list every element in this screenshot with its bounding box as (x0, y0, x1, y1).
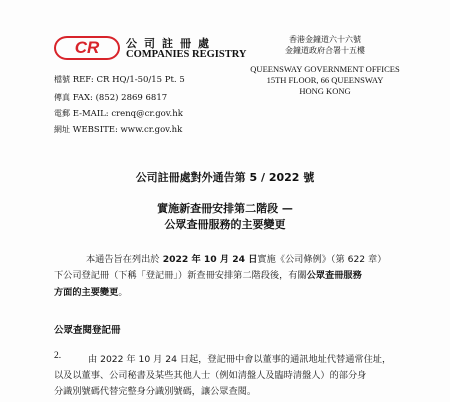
p1-line3-end: 。 (118, 287, 128, 298)
ref-label-zh: 檔號 (54, 75, 70, 84)
org-name-en: COMPANIES REGISTRY (126, 49, 247, 60)
paragraph1-line3 (54, 284, 128, 298)
notice-title: 公司註冊處對外通告第 5 / 2022 號 (135, 171, 315, 184)
web-label-zh: 網址 (54, 125, 70, 134)
p1-line2-part1: 下公司登記冊（下稱「登記冊」）新查冊安排第二階段後，有關 (54, 270, 307, 281)
email-label-zh: 電郵 (54, 109, 70, 118)
ref-value: REF: CR HQ/1-50/15 Pt. 5 (72, 75, 185, 85)
paragraph2-number: 2. (54, 351, 62, 361)
paragraph2-line2: 以及以董事、公司秘書及某些其他人士（例如清盤人及臨時清盤人）的部分身 (54, 370, 367, 381)
contact-website (54, 124, 182, 135)
address-zh-line2: 金鐘道政府合署十五樓 (285, 46, 365, 55)
logo-text: CR (74, 38, 100, 57)
p1-line1-part2: 實施《公司條例》（第 622 章） (257, 254, 387, 265)
p1-line2-bold: 公眾查冊服務 (306, 270, 362, 281)
address-en-line2: 15TH FLOOR, 66 QUEENSWAY (266, 75, 384, 85)
cr-logo (54, 36, 120, 60)
paragraph1-line2 (54, 267, 362, 281)
paragraph2-line1: 由 2022 年 10 月 24 日起，登記冊中會以董事的通訊地址代替通常住址， (88, 354, 392, 365)
fax-value: FAX: (852) 2869 6817 (72, 93, 168, 103)
fax-label-zh: 傳真 (54, 93, 70, 102)
notice-subtitle-line1: 實施新查冊安排第二階段 — (157, 202, 293, 215)
contact-ref (54, 74, 185, 85)
section-heading: 公眾查閱登記冊 (54, 325, 121, 336)
contact-email (54, 108, 183, 119)
p1-line1-date: 2022 年 10 月 24 日 (159, 254, 258, 265)
email-value: E-MAIL: crenq@cr.gov.hk (72, 109, 183, 119)
paragraph1-line1 (86, 251, 386, 265)
org-name-zh: 公司註冊處 (126, 37, 216, 50)
paragraph2-line3: 分識別號碼代替完整身分識別號碼，讓公眾查閱。 (54, 386, 257, 397)
address-en-line3: HONG KONG (299, 86, 351, 96)
notice-subtitle-line2: 公眾查冊服務的主要變更 (164, 218, 286, 231)
web-value: WEBSITE: www.cr.gov.hk (72, 125, 183, 135)
address-zh-line1: 香港金鐘道六十六號 (289, 35, 361, 44)
contact-fax (54, 92, 167, 103)
address-en-line1: QUEENSWAY GOVERNMENT OFFICES (250, 64, 400, 74)
p1-line3-bold: 方面的主要變更 (54, 287, 119, 298)
p1-line1-part1: 本通告旨在列出於 (86, 254, 160, 265)
